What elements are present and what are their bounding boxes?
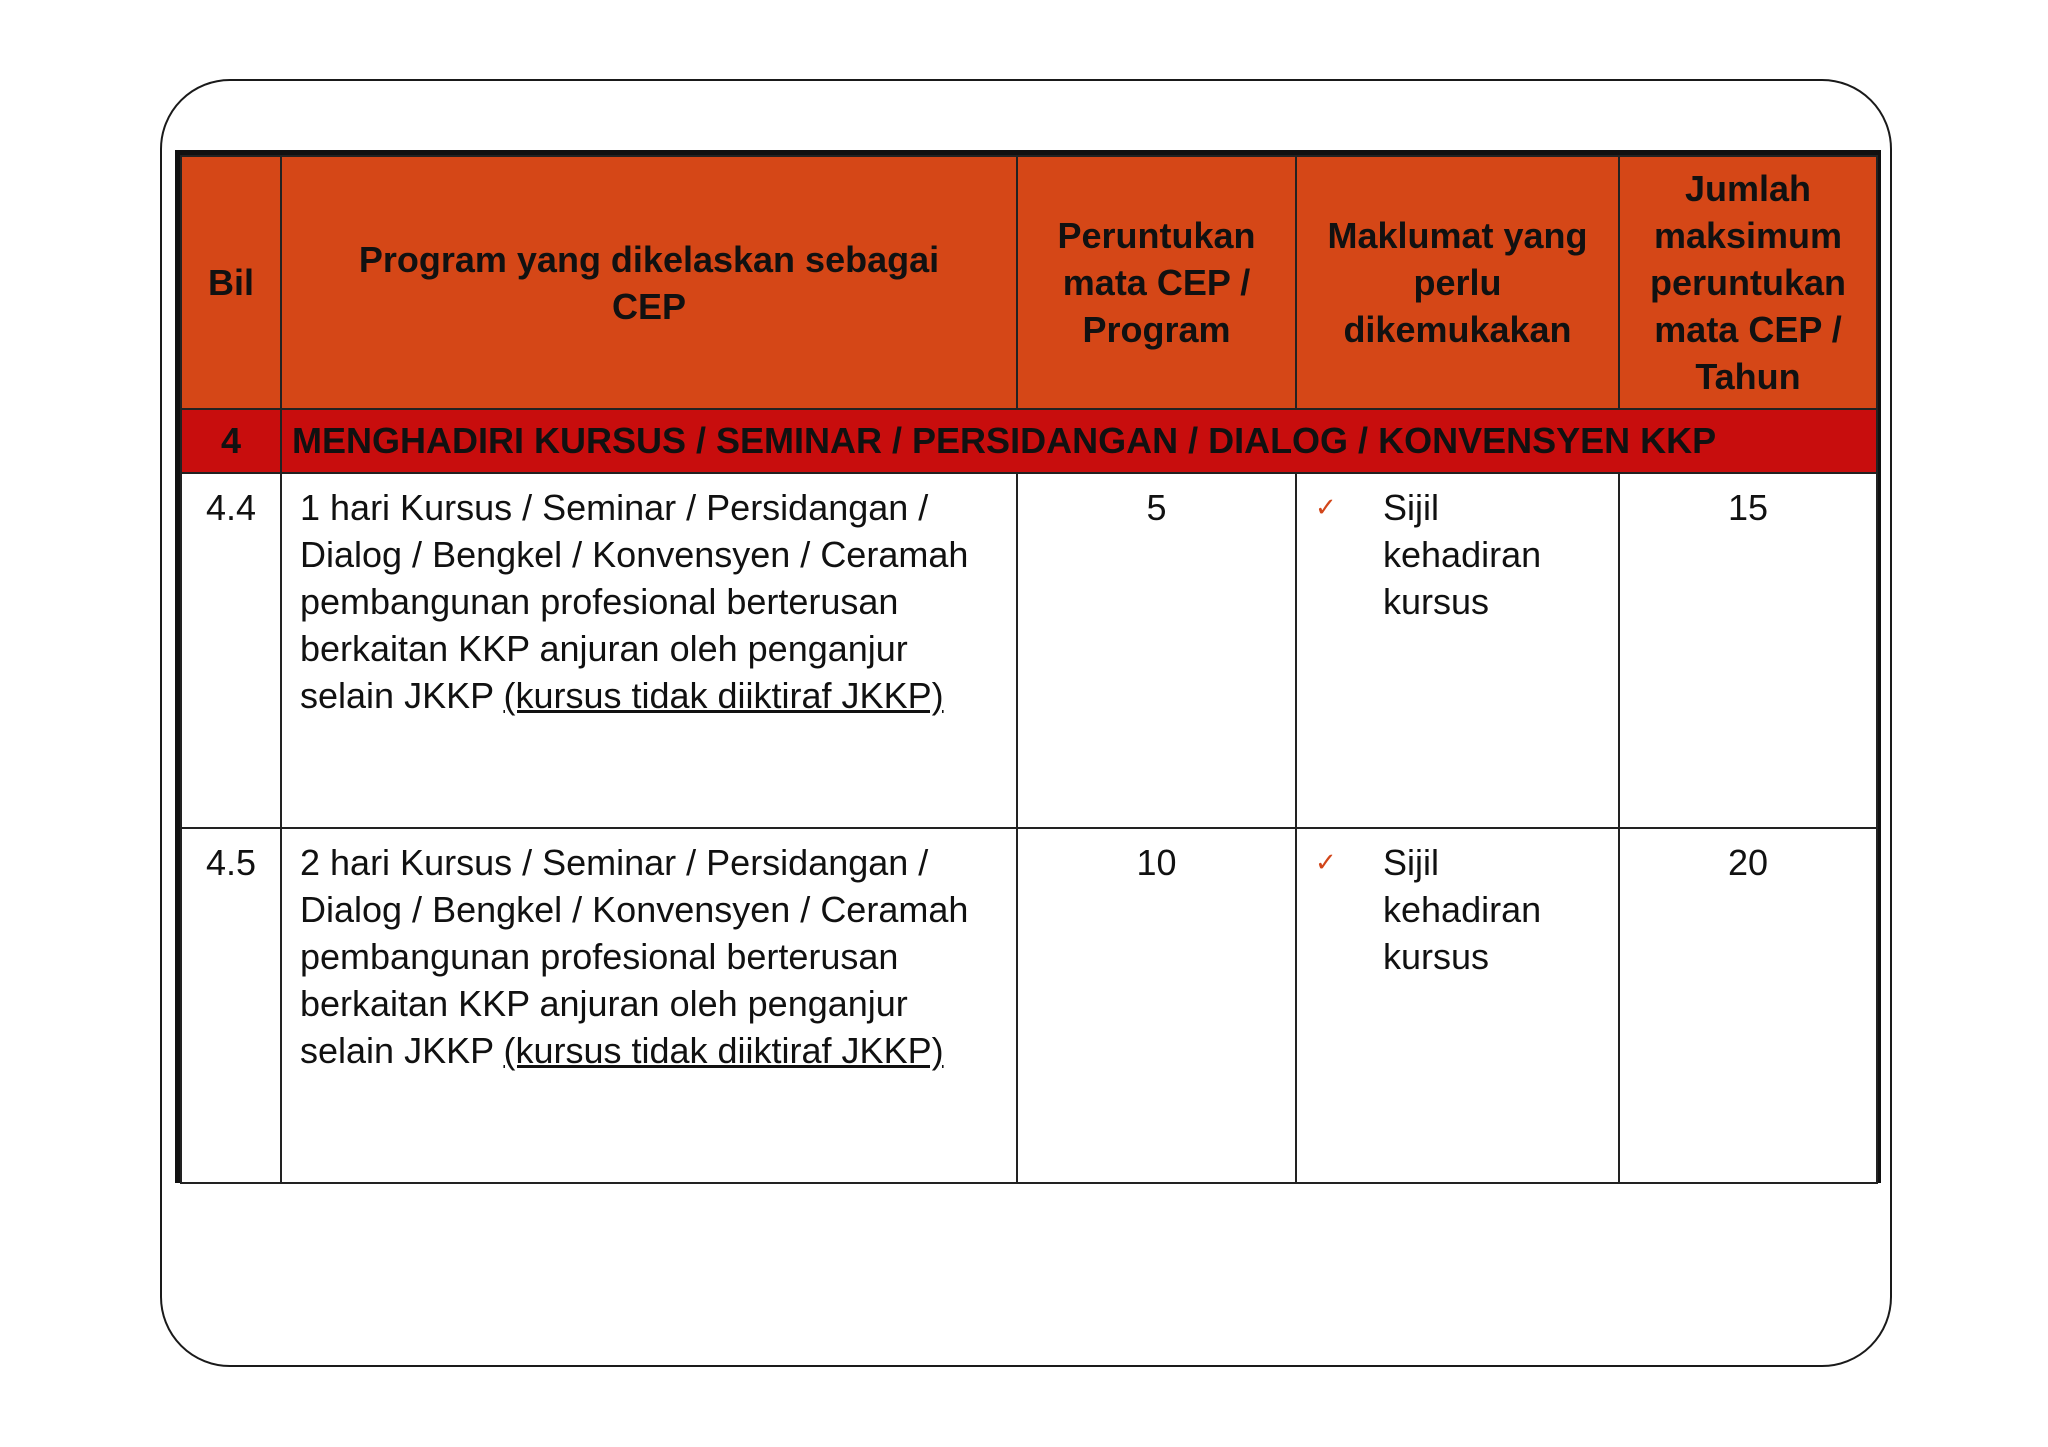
row-mata: 5 (1017, 473, 1296, 828)
maklumat-list-item (1313, 484, 1602, 625)
checkmark-icon: ✓ (1315, 847, 1337, 877)
header-jumlah: Jumlah maksimum peruntukan mata CEP / Tahun (1619, 156, 1877, 409)
row-maklumat (1296, 828, 1619, 1183)
row-bil: 4.5 (181, 828, 281, 1183)
program-underlined-note: (kursus tidak diiktiraf JKKP) (503, 675, 944, 716)
row-program (281, 473, 1017, 828)
program-text: 2 hari Kursus / Seminar / Persidangan / Dialog / Bengkel / Konvensyen / Ceramah pembangunan profesional berterusan berkaitan KKP anjuran oleh penganjur selain JKKP (300, 842, 969, 1071)
maklumat-list-item (1313, 839, 1602, 980)
cep-table-container (175, 150, 1881, 1183)
checkmark-icon: ✓ (1315, 492, 1337, 522)
row-jumlah: 20 (1619, 828, 1877, 1183)
section-number: 4 (181, 409, 281, 473)
row-mata: 10 (1017, 828, 1296, 1183)
section-row (181, 409, 1877, 473)
header-bil: Bil (181, 156, 281, 409)
table-row (181, 473, 1877, 828)
header-row (181, 156, 1877, 409)
row-jumlah: 15 (1619, 473, 1877, 828)
maklumat-text: Sijil kehadiran kursus (1383, 842, 1542, 977)
section-title: MENGHADIRI KURSUS / SEMINAR / PERSIDANGAN / DIALOG / KONVENSYEN KKP (281, 409, 1877, 473)
program-text: 1 hari Kursus / Seminar / Persidangan / Dialog / Bengkel / Konvensyen / Ceramah pembangunan profesional berterusan berkaitan KKP anjuran oleh penganjur selain JKKP (300, 487, 969, 716)
header-program: Program yang dikelaskan sebagai CEP (281, 156, 1017, 409)
maklumat-text: Sijil kehadiran kursus (1383, 487, 1542, 622)
header-mata: Peruntukan mata CEP / Program (1017, 156, 1296, 409)
row-bil: 4.4 (181, 473, 281, 828)
row-program (281, 828, 1017, 1183)
row-maklumat (1296, 473, 1619, 828)
table-row (181, 828, 1877, 1183)
header-maklumat: Maklumat yang perlu dikemukakan (1296, 156, 1619, 409)
cep-table (180, 155, 1878, 1184)
program-underlined-note: (kursus tidak diiktiraf JKKP) (503, 1030, 944, 1071)
